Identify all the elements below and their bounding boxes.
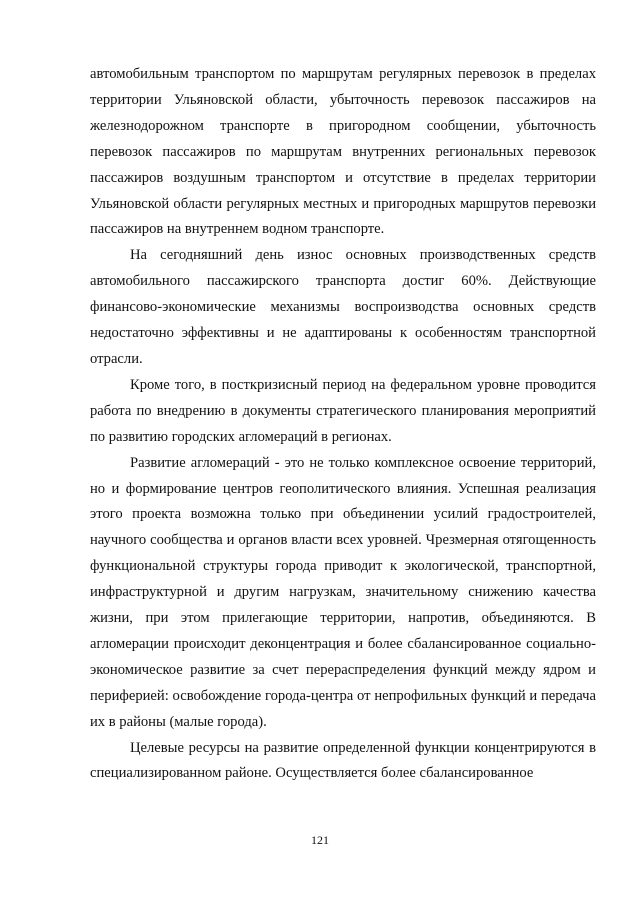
page-number: 121 <box>311 833 329 847</box>
paragraph-4: Развитие агломераций - это не только комплексное освоение территорий, но и формирование центров геополитического влияния. Успешная реализация этого проекта возможна только при объединении усилий градостроителей, научного сообщества и органов власти всех уровней. Чрезмерная отягощенность функциональной структуры города приводит к экологической, транспортной, инфраструктурной и другим нагрузкам, значительному снижению качества жизни, при этом прилегающие территории, напротив, объединяются. В агломерации происходит деконцентрация и более сбалансированное социально-экономическое развитие за счет перераспределения функций между ядром и периферией: освобождение города-центра от непрофильных функций и передача их в районы (малые города). <box>90 454 596 730</box>
paragraph-5: Целевые ресурсы на развитие определенной функции концентрируются в специализированном районе. Осуществляется более сбалансированное <box>90 739 596 782</box>
paragraph-2: На сегодняшний день износ основных производственных средств автомобильного пассажирского транспорта достиг 60%. Действующие финансово-экономические механизмы воспроизводства основных средств недостаточно эффективны и не адаптированы к особенностям транспортной отрасли. <box>90 247 596 367</box>
document-body <box>90 62 596 787</box>
paragraph-1: автомобильным транспортом по маршрутам регулярных перевозок в пределах территории Ульяновской области, убыточность перевозок пассажиров на железнодорожном транспорте в пригородном сообщении, убыточность перевозок пассажиров по маршрутам внутренних региональных перевозок пассажиров воздушным транспортом и отсутствие в пределах территории Ульяновской области регулярных местных и пригородных маршрутов перевозки пассажиров на внутреннем водном транспорте. <box>90 66 596 238</box>
paragraph-3: Кроме того, в посткризисный период на федеральном уровне проводится работа по внедрению в документы стратегического планирования мероприятий по развитию городских агломераций в регионах. <box>90 376 596 445</box>
